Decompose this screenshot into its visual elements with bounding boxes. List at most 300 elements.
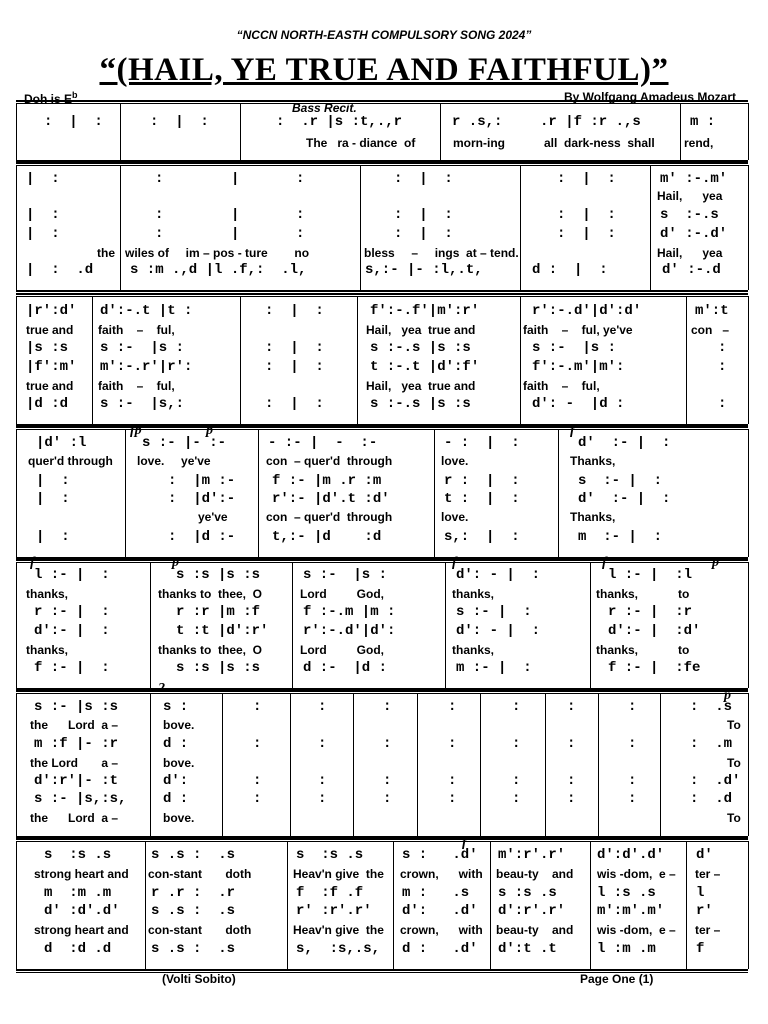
solfa-notes: : .d <box>690 791 733 807</box>
system-rule-top <box>16 162 748 164</box>
lyric-text: the <box>97 246 115 260</box>
solfa-notes: s :s .s <box>296 847 364 863</box>
lyric-text: Hail, yea <box>657 189 723 203</box>
solfa-notes: : <box>567 773 576 789</box>
lyric-text: wis -dom, e – <box>597 923 676 937</box>
system-left-edge <box>16 296 17 424</box>
lyric-text: morn-ing <box>453 136 505 150</box>
solfa-notes: r :- | : <box>34 604 110 620</box>
bar-line <box>357 296 358 424</box>
bar-line <box>520 296 521 424</box>
bar-line <box>660 693 661 836</box>
solfa-notes: r .r : .r <box>151 885 236 901</box>
system-right-edge <box>748 693 749 836</box>
bar-line <box>125 429 126 557</box>
lyric-text: thanks, to <box>596 643 690 657</box>
lyric-text: To <box>727 718 741 732</box>
solfa-notes: d': - | : <box>456 623 541 639</box>
solfa-notes: |d :d <box>26 396 69 412</box>
lyric-text: love. ye've <box>137 454 211 468</box>
system-rule-top <box>16 690 748 692</box>
lyric-text: Lord God, <box>300 643 384 657</box>
solfa-notes: : <box>318 699 327 715</box>
solfa-notes: d :- |d : <box>303 660 388 676</box>
solfa-notes: m':-.r'|r': <box>100 359 193 375</box>
solfa-notes: : | : <box>265 340 324 356</box>
solfa-notes: s :- | : <box>578 473 663 489</box>
solfa-notes: : <box>512 773 521 789</box>
solfa-notes: s :- |s : <box>100 340 185 356</box>
dynamic-marking: p <box>724 688 731 703</box>
dynamic-marking: f <box>452 555 457 570</box>
lyric-text: con-stant doth <box>148 867 252 881</box>
solfa-notes: l :s .s <box>597 885 656 901</box>
solfa-notes: f':-.f'|m':r' <box>370 303 480 319</box>
solfa-notes: : <box>383 773 392 789</box>
bar-line <box>393 841 394 969</box>
system-rule-top <box>16 100 748 102</box>
lyric-text: wis -dom, e – <box>597 867 676 881</box>
solfa-notes: f :-.m |m : <box>303 604 396 620</box>
solfa-notes: s,: | : <box>444 529 520 545</box>
solfa-notes: : |m :- <box>168 473 236 489</box>
lyric-text: beau-ty and <box>496 867 574 881</box>
bar-line <box>558 429 559 557</box>
solfa-notes: f <box>696 941 705 957</box>
system-rule-top-inner <box>16 693 748 694</box>
bar-line <box>222 693 223 836</box>
solfa-notes: | : <box>26 171 60 187</box>
lyric-text: Hail, yea <box>657 246 723 260</box>
lyric-text: ter – <box>695 867 721 881</box>
solfa-notes: m':m'.m' <box>597 903 665 919</box>
solfa-notes: : <box>253 773 262 789</box>
system-rule-top <box>16 293 748 295</box>
solfa-notes: d':- | : <box>34 623 110 639</box>
solfa-notes: d':- | :d' <box>608 623 701 639</box>
composer-credit: By Wolfgang Amadeus Mozart <box>563 90 736 104</box>
lyric-text: true and <box>26 323 74 337</box>
system-left-edge <box>16 103 17 160</box>
system-left-edge <box>16 562 17 688</box>
song-subtitle: “NCCN NORTH-EASTH COMPULSORY SONG 2024” <box>236 28 532 42</box>
solfa-notes: s :s .s <box>498 885 557 901</box>
solfa-notes: : <box>448 773 457 789</box>
lyric-text: thanks, <box>26 587 69 601</box>
lyric-text: con – quer'd through <box>266 454 393 468</box>
key-text: Doh is E <box>24 92 73 106</box>
solfa-notes: d' :-.d <box>662 262 721 278</box>
dynamic-marking: p <box>172 555 179 570</box>
solfa-notes: d':r'|- :t <box>34 773 119 789</box>
lyric-text: To <box>727 811 741 825</box>
dynamic-marking: p <box>206 423 213 438</box>
solfa-notes: s :- |s,:s, <box>34 791 127 807</box>
system-rule-top <box>16 838 748 840</box>
solfa-notes: : <box>296 226 305 242</box>
lyric-text: thanks to thee, O <box>158 643 263 657</box>
lyric-text: true and <box>26 379 74 393</box>
solfa-notes: d : <box>163 736 189 752</box>
solfa-notes: : <box>155 171 164 187</box>
solfa-notes: : <box>383 736 392 752</box>
bar-line <box>434 429 435 557</box>
solfa-notes: : | : <box>265 359 324 375</box>
bar-line <box>680 103 681 160</box>
dynamic-marking: f <box>30 555 35 570</box>
solfa-notes: |r':d' <box>26 303 77 319</box>
solfa-notes: l <box>696 885 705 901</box>
solfa-notes: : |d':- <box>168 491 236 507</box>
solfa-notes: : <box>512 736 521 752</box>
system-rule-bottom <box>16 290 748 292</box>
solfa-notes: m':r'.r' <box>498 847 566 863</box>
lyric-text: ye've <box>198 510 228 524</box>
solfa-notes: |d' :l <box>36 435 87 451</box>
bar-line <box>545 693 546 836</box>
lyric-text: bove. <box>163 718 195 732</box>
system-rule-top <box>16 426 748 428</box>
solfa-notes: d : .d' <box>402 941 478 957</box>
lyric-text: strong heart and <box>34 867 129 881</box>
solfa-notes: : <box>383 791 392 807</box>
solfa-notes: m : .s <box>402 885 470 901</box>
solfa-notes: : .r |s :t,.,r <box>276 114 403 130</box>
dynamic-marking: f <box>462 835 467 850</box>
solfa-notes: l :- | :l <box>608 567 693 583</box>
solfa-notes: | <box>231 171 240 187</box>
solfa-notes: m :- | : <box>578 529 663 545</box>
solfa-notes: : <box>383 699 392 715</box>
solfa-notes: : | : <box>557 207 616 223</box>
solfa-notes: | <box>231 226 240 242</box>
solfa-notes: d': - |d : <box>532 396 625 412</box>
bar-line <box>240 296 241 424</box>
solfa-notes: | : <box>36 491 70 507</box>
solfa-notes: d : | : <box>532 262 608 278</box>
solfa-notes: s :-.s <box>660 207 719 223</box>
dynamic-marking: f <box>602 555 607 570</box>
bar-line <box>440 103 441 160</box>
bar-line <box>258 429 259 557</box>
solfa-notes: f :- | :fe <box>608 660 701 676</box>
solfa-notes: : <box>448 736 457 752</box>
solfa-notes: s :s |s :s <box>176 660 261 676</box>
lyric-text: faith – ful, <box>523 379 600 393</box>
solfa-notes: r':- |d'.t :d' <box>272 491 390 507</box>
bar-line <box>120 165 121 290</box>
solfa-notes: r :- | :r <box>608 604 693 620</box>
solfa-notes: r' :r'.r' <box>296 903 372 919</box>
page-number: Page One (1) <box>580 972 654 986</box>
lyric-text: faith – ful, <box>98 323 175 337</box>
solfa-notes: s :- |s : <box>303 567 388 583</box>
system-left-edge <box>16 429 17 557</box>
lyric-text: wiles of im – pos - ture no <box>125 246 310 260</box>
solfa-notes: s,:- |- :l,.t, <box>365 262 483 278</box>
lyric-text: Heav'n give the <box>293 867 384 881</box>
solfa-notes: |s :s <box>26 340 69 356</box>
solfa-notes: : <box>567 736 576 752</box>
solfa-notes: : | : <box>265 303 324 319</box>
lyric-text: love. <box>441 510 469 524</box>
solfa-notes: : | : <box>394 207 453 223</box>
key-flat: b <box>72 90 78 100</box>
song-title: “(HAIL, YE TRUE AND FAITHFUL)” <box>99 52 669 88</box>
system-rule-top-inner <box>16 165 748 166</box>
lyric-text: bove. <box>163 811 195 825</box>
solfa-notes: d' :- | : <box>578 435 671 451</box>
solfa-notes: : |d :- <box>168 529 236 545</box>
solfa-notes: l :m .m <box>597 941 656 957</box>
solfa-notes: | : .d <box>26 262 94 278</box>
lyric-text: the Lord a – <box>30 756 119 770</box>
dynamic-marking: p <box>712 555 719 570</box>
solfa-notes: |f':m' <box>26 359 77 375</box>
solfa-notes: f :- |m .r :m <box>272 473 382 489</box>
solfa-notes: - : | : <box>444 435 520 451</box>
solfa-notes: : <box>318 773 327 789</box>
solfa-notes: d' :- | : <box>578 491 671 507</box>
bar-line <box>590 562 591 688</box>
lyric-text: Hail, yea true and <box>366 323 476 337</box>
solfa-notes: : <box>628 736 637 752</box>
system-right-edge <box>748 103 749 160</box>
lyric-text: quer'd through <box>28 454 113 468</box>
lyric-text: rend, <box>684 136 714 150</box>
system-left-edge <box>16 693 17 836</box>
solfa-notes: s :s .s <box>44 847 112 863</box>
solfa-notes: m : <box>690 114 716 130</box>
solfa-notes: : <box>567 699 576 715</box>
bar-line <box>520 165 521 290</box>
solfa-notes: s :- |s : <box>532 340 617 356</box>
bar-line <box>590 841 591 969</box>
bar-line <box>650 165 651 290</box>
system-right-edge <box>748 165 749 290</box>
solfa-notes: m :- | : <box>456 660 532 676</box>
solfa-notes: r':-.d'|d':d' <box>532 303 642 319</box>
solfa-notes: : .m <box>690 736 733 752</box>
solfa-notes: r :r |m :f <box>176 604 261 620</box>
solfa-notes: d' <box>696 847 713 863</box>
solfa-notes: : | : <box>557 226 616 242</box>
solfa-notes: s : <box>163 699 189 715</box>
system-right-edge <box>748 429 749 557</box>
solfa-notes: m' :-.m' <box>660 171 728 187</box>
solfa-notes: | : <box>36 529 70 545</box>
solfa-notes: s, :s,.s, <box>296 941 381 957</box>
solfa-notes: : | : <box>394 226 453 242</box>
system-right-edge <box>748 562 749 688</box>
bar-line <box>145 841 146 969</box>
solfa-notes: d': <box>163 773 189 789</box>
lyric-text: The ra - diance of <box>306 136 416 150</box>
system-rule-top-inner <box>16 841 748 842</box>
solfa-notes: l :- | : <box>34 567 110 583</box>
solfa-notes: : <box>448 791 457 807</box>
solfa-notes: : | : <box>557 171 616 187</box>
lyric-text: faith – ful, <box>98 379 175 393</box>
bar-line <box>150 562 151 688</box>
solfa-notes: d':r'.r' <box>498 903 566 919</box>
system-right-edge <box>748 296 749 424</box>
lyric-text: beau-ty and <box>496 923 574 937</box>
lyric-text: Heav'n give the <box>293 923 384 937</box>
solfa-notes: : <box>318 791 327 807</box>
solfa-notes: d :d .d <box>44 941 112 957</box>
solfa-notes: t :t |d':r' <box>176 623 269 639</box>
solfa-notes: s :s |s :s <box>176 567 261 583</box>
solfa-notes: : <box>718 396 727 412</box>
system-left-edge <box>16 165 17 290</box>
lyric-text: love. <box>441 454 469 468</box>
lyric-text: bless – ings at – tend. <box>364 246 519 260</box>
lyric-text: strong heart and <box>34 923 129 937</box>
solfa-notes: s :-.s |s :s <box>370 396 471 412</box>
solfa-notes: r : | : <box>444 473 520 489</box>
dynamic-marking: 2 <box>158 681 165 696</box>
bar-line <box>290 693 291 836</box>
solfa-notes: : <box>448 699 457 715</box>
solfa-notes: f :- | : <box>34 660 110 676</box>
system-rule-bottom <box>16 969 748 971</box>
solfa-notes: : | : <box>44 114 103 130</box>
solfa-notes: : <box>253 791 262 807</box>
solfa-notes: d':-.t |t : <box>100 303 193 319</box>
bar-line <box>353 693 354 836</box>
lyric-text: con-stant doth <box>148 923 252 937</box>
solfa-notes: d':t .t <box>498 941 557 957</box>
lyric-text: ter – <box>695 923 721 937</box>
solfa-notes: d' :d'.d' <box>44 903 120 919</box>
lyric-text: Hail, yea true and <box>366 379 476 393</box>
lyric-text: faith – ful, ye've <box>523 323 633 337</box>
lyric-text: Thanks, <box>570 510 616 524</box>
solfa-notes: m':t <box>695 303 729 319</box>
solfa-notes: - :- | - :- <box>268 435 378 451</box>
solfa-notes: : <box>628 791 637 807</box>
dynamic-marking: fp <box>130 423 142 438</box>
dynamic-marking: f <box>570 423 575 438</box>
solfa-notes: : <box>155 226 164 242</box>
solfa-notes: s .s : .s <box>151 847 236 863</box>
solfa-notes: t :-.t |d':f' <box>370 359 480 375</box>
bar-line <box>150 693 151 836</box>
solfa-notes: : <box>296 207 305 223</box>
lyric-text: con – quer'd through <box>266 510 393 524</box>
lyric-text: thanks, <box>26 643 69 657</box>
solfa-notes: | : <box>26 207 60 223</box>
solfa-notes: : <box>318 736 327 752</box>
solfa-notes: s :- |s :s <box>34 699 119 715</box>
solfa-notes: d : <box>163 791 189 807</box>
solfa-notes: d': - | : <box>456 567 541 583</box>
solfa-notes: s .s : .s <box>151 941 236 957</box>
solfa-notes: r' <box>696 903 713 919</box>
solfa-notes: s :-.s |s :s <box>370 340 471 356</box>
lyric-text: thanks, <box>452 643 495 657</box>
solfa-notes: : <box>253 699 262 715</box>
solfa-notes: d' :-.d' <box>660 226 728 242</box>
lyric-text: To <box>727 756 741 770</box>
solfa-notes: : | : <box>265 396 324 412</box>
bar-line <box>92 296 93 424</box>
lyric-text: crown, with <box>400 923 483 937</box>
system-rule-top <box>16 559 748 561</box>
system-rule-top-inner <box>16 296 748 297</box>
solfa-notes: : <box>155 207 164 223</box>
bar-line <box>292 562 293 688</box>
solfa-notes: m :m .m <box>44 885 112 901</box>
solfa-notes: f :f .f <box>296 885 364 901</box>
solfa-notes: : | : <box>150 114 209 130</box>
solfa-notes: t : | : <box>444 491 520 507</box>
bar-line <box>360 165 361 290</box>
system-rule-top-inner <box>16 103 748 104</box>
lyric-text: con – <box>691 323 730 337</box>
bar-line <box>598 693 599 836</box>
solfa-notes: | : <box>26 226 60 242</box>
lyric-text: the Lord a – <box>30 718 119 732</box>
lyric-text: thanks to thee, O <box>158 587 263 601</box>
solfa-notes: r .s,: <box>452 114 503 130</box>
solfa-notes: : <box>718 359 727 375</box>
bar-line <box>240 103 241 160</box>
solfa-notes: : <box>567 791 576 807</box>
lyric-text: thanks, to <box>596 587 690 601</box>
solfa-notes: s : .d' <box>402 847 478 863</box>
solfa-notes: : <box>253 736 262 752</box>
solfa-notes: s .s : .s <box>151 903 236 919</box>
bar-line <box>480 693 481 836</box>
solfa-notes: : .d' <box>690 773 741 789</box>
solfa-notes: : <box>512 791 521 807</box>
solfa-notes: : | : <box>394 171 453 187</box>
solfa-notes: : .s <box>690 699 733 715</box>
solfa-notes: | : <box>36 473 70 489</box>
solfa-notes: s :m .,d |l .f,: .l, <box>130 262 307 278</box>
system-right-edge <box>748 841 749 969</box>
solfa-notes: s :- |s,: <box>100 396 185 412</box>
solfa-notes: t,:- |d :d <box>272 529 382 545</box>
solfa-notes: d':d'.d' <box>597 847 665 863</box>
section-marking: Bass Recit. <box>292 101 357 115</box>
solfa-notes: : <box>718 340 727 356</box>
solfa-notes: s :- |- :- <box>142 435 227 451</box>
solfa-notes: | <box>231 207 240 223</box>
bar-line <box>445 562 446 688</box>
solfa-notes: : <box>628 773 637 789</box>
lyric-text: bove. <box>163 756 195 770</box>
footer-left-note: (Volti Sobito) <box>162 972 236 986</box>
lyric-text: the Lord a – <box>30 811 119 825</box>
lyric-text: all dark-ness shall <box>544 136 655 150</box>
bar-line <box>287 841 288 969</box>
bar-line <box>120 103 121 160</box>
lyric-text: thanks, <box>452 587 495 601</box>
system-rule-top-inner <box>16 562 748 563</box>
solfa-notes: m :f |- :r <box>34 736 119 752</box>
bar-line <box>686 841 687 969</box>
bar-line <box>490 841 491 969</box>
solfa-notes: : <box>512 699 521 715</box>
solfa-notes: .r |f :r .,s <box>540 114 641 130</box>
solfa-notes: d': .d' <box>402 903 478 919</box>
solfa-notes: : <box>296 171 305 187</box>
lyric-text: Lord God, <box>300 587 384 601</box>
solfa-notes: : <box>628 699 637 715</box>
